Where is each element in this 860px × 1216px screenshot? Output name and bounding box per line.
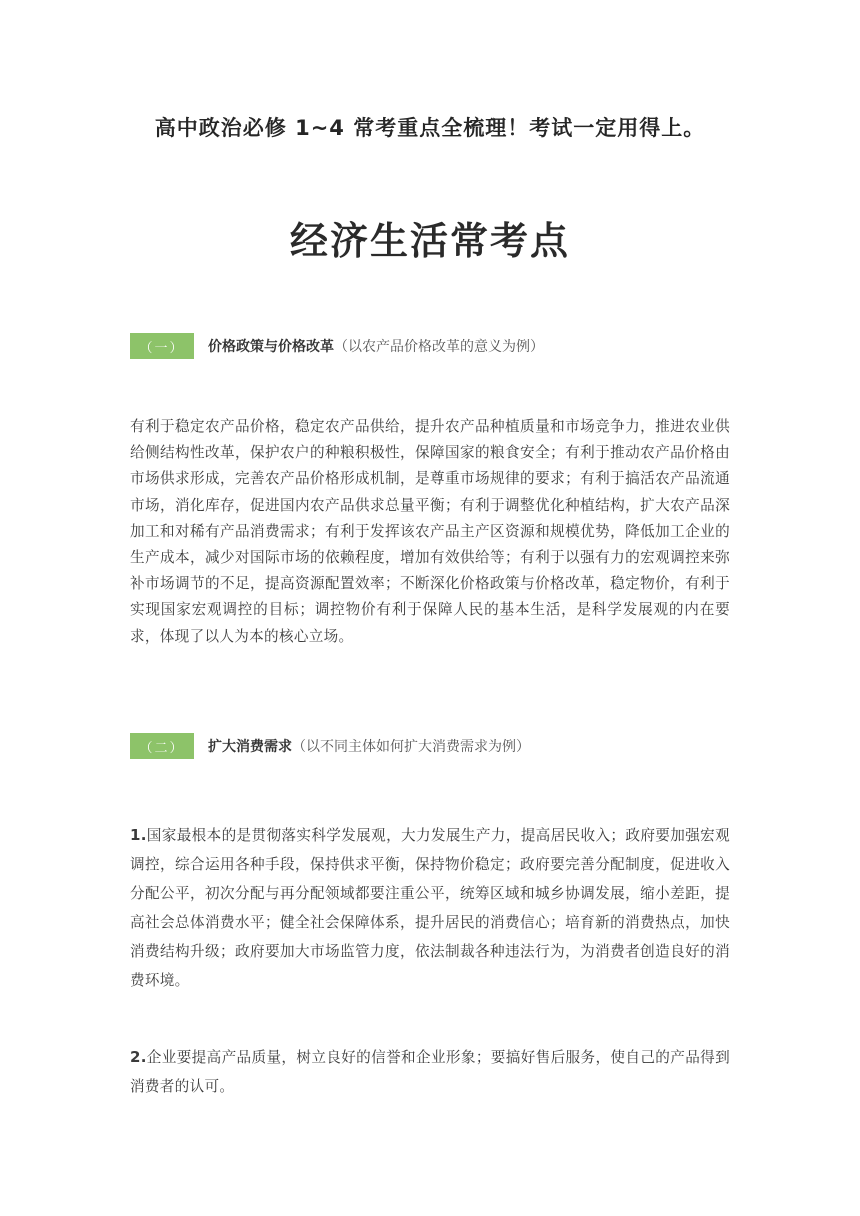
subsection-title: 扩大消费需求 (208, 739, 292, 755)
list-item (130, 821, 730, 995)
subsection-badge: （二） (130, 733, 194, 759)
item-number: 1. (130, 826, 147, 844)
paragraph: 有利于稳定农产品价格，稳定农产品供给，提升农产品种植质量和市场竞争力，推进农业供给侧结构性改革，保护农户的种粮积极性，保障国家的粮食安全；有利于推动农产品价格由市场供求形成，完善农产品价格形成机制，是尊重市场规律的要求；有利于搞活农产品流通市场，消化库存，促进国内农产品供求总量平衡；有利于调整优化种植结构，扩大农产品深加工和对稀有产品消费需求；有利于发挥该农产品主产区资源和规模优势，降低加工企业的生产成本，减少对国际市场的依赖程度，增加有效供给等；有利于以强有力的宏观调控来弥补市场调节的不足，提高资源配置效率；不断深化价格政策与价格改革，稳定物价，有利于实现国家宏观调控的目标；调控物价有利于保障人民的基本生活，是科学发展观的内在要求，体现了以人为本的核心立场。 (130, 418, 730, 645)
item-number: 2. (130, 1048, 147, 1066)
section-heading: 经济生活常考点 (289, 218, 570, 263)
subsection-title: 价格政策与价格改革 (208, 339, 334, 355)
subsection-header-1 (130, 333, 544, 359)
item-text: 企业要提高产品质量，树立良好的信誉和企业形象；要搞好售后服务，使自己的产品得到消费者的认可。 (130, 1049, 730, 1095)
list-item (130, 1043, 730, 1101)
item-text: 国家最根本的是贯彻落实科学发展观，大力发展生产力，提高居民收入；政府要加强宏观调控，综合运用各种手段，保持供求平衡，保持物价稳定；政府要完善分配制度，促进收入分配公平，初次分配与再分配领域都要注重公平，统筹区域和城乡协调发展，缩小差距，提高社会总体消费水平；健全社会保障体系，提升居民的消费信心；培育新的消费热点，加快消费结构升级；政府要加大市场监管力度，依法制裁各种违法行为，为消费者创造良好的消费环境。 (130, 827, 730, 989)
subsection-note: （以不同主体如何扩大消费需求为例） (292, 739, 530, 755)
subsection-header-2 (130, 733, 530, 759)
document-title: 高中政治必修 1~4 常考重点全梳理！考试一定用得上。 (154, 116, 706, 140)
subsection-note: （以农产品价格改革的意义为例） (334, 339, 544, 355)
subsection-badge: （一） (130, 333, 194, 359)
